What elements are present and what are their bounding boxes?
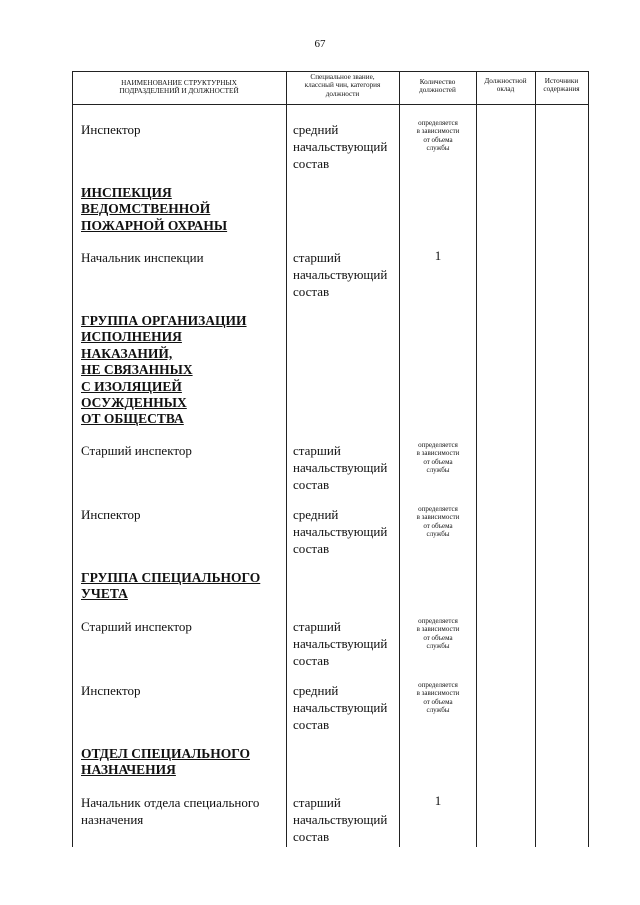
page-number: 67 — [314, 38, 326, 50]
position-name: Инспектор — [81, 122, 141, 137]
position-rank: средний начальствующий состав — [293, 683, 388, 732]
col-divider — [286, 71, 287, 847]
position-rank: старший начальствующий состав — [293, 795, 388, 844]
position-name: Инспектор — [81, 507, 141, 522]
position-qty: определяется в зависимости от объема службы — [416, 505, 460, 538]
position-rank: средний начальствующий состав — [293, 122, 388, 171]
header-col-name: НАИМЕНОВАНИЕ СТРУКТУРНЫХ ПОДРАЗДЕЛЕНИЙ И ДОЛЖНОСТЕЙ — [119, 79, 239, 96]
position-rank: старший начальствующий состав — [293, 443, 388, 492]
position-name: Старший инспектор — [81, 619, 192, 634]
section-heading: ГРУППА ОРГАНИЗАЦИИ ИСПОЛНЕНИЯ НАКАЗАНИЙ, НЕ СВЯЗАННЫХ С ИЗОЛЯЦИЕЙ ОСУЖДЕННЫХ ОТ ОБЩЕСТВА — [81, 313, 247, 427]
position-qty: 1 — [434, 793, 442, 808]
header-col-source: Источники содержания — [543, 77, 580, 94]
position-rank: средний начальствующий состав — [293, 507, 388, 556]
position-qty: определяется в зависимости от объема службы — [416, 441, 460, 474]
table-right-border — [588, 71, 589, 847]
position-qty: 1 — [434, 248, 442, 263]
table-top-rule — [72, 71, 588, 72]
position-name: Начальник отдела специального назначения — [81, 795, 260, 827]
section-heading: ОТДЕЛ СПЕЦИАЛЬНОГО НАЗНАЧЕНИЯ — [81, 746, 250, 778]
position-qty: определяется в зависимости от объема службы — [416, 119, 460, 152]
section-heading: ГРУППА СПЕЦИАЛЬНОГО УЧЕТА — [81, 570, 261, 602]
header-col-qty: Количество должностей — [419, 78, 456, 95]
position-rank: старший начальствующий состав — [293, 250, 388, 299]
header-bottom-rule — [72, 104, 588, 105]
position-qty: определяется в зависимости от объема службы — [416, 617, 460, 650]
table-left-border — [72, 71, 73, 847]
position-name: Инспектор — [81, 683, 141, 698]
position-name: Начальник инспекции — [81, 250, 204, 265]
position-qty: определяется в зависимости от объема службы — [416, 681, 460, 714]
header-col-salary: Должностной оклад — [484, 77, 527, 94]
header-col-rank: Специальное звание, классный чин, категория должности — [304, 73, 381, 98]
position-rank: старший начальствующий состав — [293, 619, 388, 668]
col-divider — [476, 71, 477, 847]
col-divider — [535, 71, 536, 847]
position-name: Старший инспектор — [81, 443, 192, 458]
section-heading: ИНСПЕКЦИЯ ВЕДОМСТВЕННОЙ ПОЖАРНОЙ ОХРАНЫ — [81, 185, 228, 233]
